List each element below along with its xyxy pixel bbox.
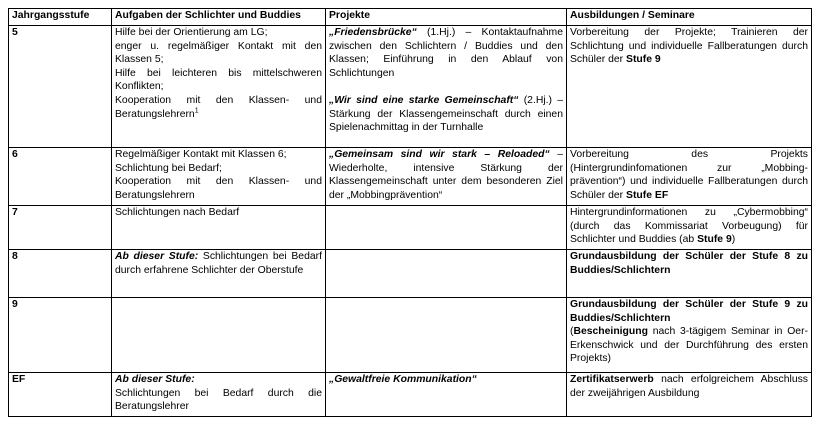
project-text: (2.Hj.) – Stärkung der Klassengemeinschaft durch einen Spielenachmittag in der Turnhalle [329,94,563,134]
level-cell: EF [9,373,112,417]
level-cell: 6 [9,148,112,206]
table-row [9,250,812,298]
table-row [9,298,812,373]
header-level: Jahrgangsstufe [9,9,112,26]
project-text: – Wiederholte, intensive Stärkung der Klassengemeinschaft unter dem besonderen Ziel der „Mobbingprävention“ [329,149,563,201]
task-line: Hilfe bei leichteren bis mittelschweren Konflikten; [115,67,322,93]
table-row [9,373,812,417]
header-tasks: Aufgaben der Schlichter und Buddies [112,9,326,26]
project-title: „Gemeinsam sind wir stark – Reloaded“ [329,149,550,160]
training-level: Stufe 9 [697,234,732,246]
task-emphasis: Ab dieser Stufe: [115,374,195,385]
header-training: Ausbildungen / Seminare [567,9,812,26]
projects-cell [326,148,567,206]
project-title: „Gewaltfreie Kommunikation“ [329,374,477,385]
projects-cell [326,298,567,373]
footnote-marker: 1 [194,107,199,115]
training-cell [567,206,812,250]
task-line: Hilfe bei der Orientierung am LG; [115,27,268,38]
training-cell [567,373,812,417]
project-title: „Friedensbrücke“ [329,27,417,38]
tasks-cell [112,373,326,417]
training-note [570,325,808,366]
training-bold: Zertifikatserwerb [570,374,654,385]
training-level: Stufe 9 [626,54,661,66]
header-row [9,9,812,26]
projects-cell [326,373,567,417]
table-row [9,206,812,250]
project-title: „Wir sind eine starke Gemeinschaft“ [329,94,519,106]
spacer [329,80,563,94]
training-text-end: ) [731,234,736,246]
training-cell [567,148,812,206]
projects-cell [326,206,567,250]
tasks-cell [112,148,326,206]
project-entry [329,94,563,135]
projects-cell [326,26,567,148]
certificate-label: Bescheinigung [573,326,648,338]
training-text: nach 3-tägigem Seminar in Oer-Erkenschwick und der Durchführung des ersten Projekts) [570,326,808,365]
training-text: nach erfolgreichem Abschluss der zweijährigen Ausbildung [570,374,808,399]
curriculum-table [8,8,812,417]
training-bold: Grundausbildung der Schüler der Stufe 8 zu Buddies/Schlichtern [570,251,808,276]
table-row [9,148,812,206]
project-text: (1.Hj.) – Kontaktaufnahme zwischen den Schlichtern / Buddies und den Klassen; Einführung in den Ablauf von Schlichtungen [329,27,563,79]
level-cell: 5 [9,26,112,148]
task-line: Schlichtung bei Bedarf; [115,162,222,174]
tasks-cell [112,26,326,148]
task-line: Regelmäßiger Kontakt mit Klassen 6; [115,149,287,160]
tasks-cell [112,298,326,373]
training-cell [567,298,812,373]
task-line: Kooperation mit den Klassen- und Beratungslehrern [115,176,322,201]
task-text: Schlichtungen bei Bedarf durch die Beratungslehrer [115,387,322,413]
task-line [115,94,322,121]
level-cell: 9 [9,298,112,373]
training-cell [567,250,812,298]
level-cell: 8 [9,250,112,298]
project-entry [329,26,563,80]
tasks-cell [112,206,326,250]
level-cell: 7 [9,206,112,250]
paren-open: ( [570,326,574,338]
task-text: Kooperation mit den Klassen- und Beratungslehrern [115,94,322,120]
training-text: Vorbereitung des Projekts (Hintergrundinfomationen zur „Mobbing-prävention“) und individuelle Fallberatungen durch Schüler der [570,149,808,201]
task-line: enger u. regelmäßiger Kontakt mit den Klassen 5; [115,40,322,66]
projects-cell [326,250,567,298]
table-row [9,26,812,148]
task-line: Schlichtungen nach Bedarf [115,207,240,218]
task-text: Schlichtungen bei Bedarf durch erfahrene Schlichter der Oberstufe [115,251,322,276]
header-projects: Projekte [326,9,567,26]
task-emphasis: Ab dieser Stufe: [115,251,199,262]
tasks-cell [112,250,326,298]
training-cell [567,26,812,148]
training-bold [570,298,808,325]
training-level: Stufe EF [626,189,669,201]
training-text: Hintergrundinformationen zu „Cybermobbing“ (durch das Kommissariat Vorbeugung) für Schlichter und Buddies (ab [570,207,808,246]
training-text: Vorbereitung der Projekte; Trainieren der Schlichtung und individuelle Fallberatungen durch Schüler der [570,27,808,66]
training-bold-text: Grundausbildung der Schüler der Stufe 9 zu Buddies/Schlichtern [570,299,808,324]
